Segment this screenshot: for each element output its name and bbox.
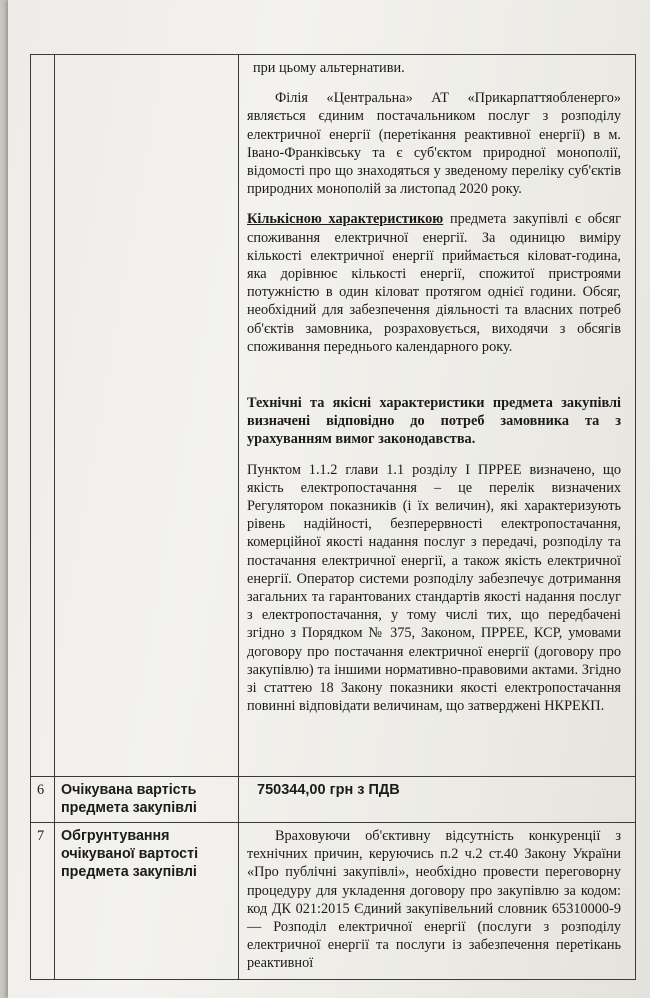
- row-number-cell: [31, 55, 55, 777]
- table-row: [31, 777, 636, 823]
- monopoly-paragraph: Філія «Центральна» АТ «Прикарпаттяобленерго» являється єдиним постачальником послуг з розподілу електричної енергії (перетікання реактивної енергії) в м. Івано-Франківську та є суб'єктом природної монополії, відомості про що знаходяться у зведеному переліку суб'єктів природних монополій за листопад 2020 року.: [247, 90, 621, 198]
- row-content-cell: [239, 823, 636, 980]
- justification-paragraph: Враховуючи об'єктивну відсутність конкуренції з технічних причин, керуючись п.2 ч.2 ст.40 Закону України «Про публічні закупівлі», необхідно провести переговорну процедуру для укладення договору про закупівлю за кодом: код ДК 021:2015 Єдиний закупівельний словник 65310000-9 — Розподіл електричної енергії (послуги з розподілу електричної енергії та послуги із забезпечення перетікань реактивної: [247, 828, 621, 972]
- quantity-lead: Кількісною характеристикою: [247, 211, 444, 228]
- quantity-text: предмета закупівлі є обсяг споживання електричної енергії. За одиницю виміру кількості електричної енергії приймається кіловат-година, яка дорівнює кількості енергії, спожитої пристроями потужністю в один кіловат протягом однієї години. Обсяг, необхідний для забезпечення діяльності та власних потреб об'єктів замовника, розраховується, виходячи з обсягів споживання переднього календарного року.: [247, 211, 621, 355]
- row-label-cell: Очікувана вартість предмета закупівлі: [55, 777, 239, 823]
- quantity-paragraph: [247, 210, 621, 356]
- procurement-table: [30, 54, 636, 980]
- row-content-cell: [239, 55, 636, 777]
- expected-price: 750344,00 грн з ПДВ: [257, 782, 400, 798]
- row-label-cell: Обгрунтування очікуваної вартості предмета закупівлі: [55, 823, 239, 980]
- table-row: [31, 823, 636, 980]
- technical-heading: Технічні та якісні характеристики предмета закупівлі визначені відповідно до потреб замовника та з урахуванням вимог законодавства.: [247, 395, 621, 448]
- quality-paragraph: Пунктом 1.1.2 глави 1.1 розділу I ПРРЕЕ визначено, що якість електропостачання – це перелік визначених Регулятором показників (і їх величин), які характеризують рівень надійності, безперервності електропостачання, комерційної якості надання послуг з передачі, розподілу та постачання електричної енергії, а також якість електричної енергії. Оператор системи розподілу забезпечує дотримання загальних та гарантованих стандартів якості надання послуг з електропостачання, у тому числі тих, що передбачені згідно з Порядком № 375, Законом, ПРРЕЕ, КСР, умовами договору про постачання електричної енергії (договору про закупівлю) та іншими нормативно-правовими актами. Згідно зі статтею 18 Закону показники якості електропостачання повинні відповідати величинам, що затверджені НКРЕКП.: [247, 461, 621, 715]
- row-number-cell: 7: [31, 823, 55, 980]
- row-content-cell: [239, 777, 636, 823]
- continuation-line: при цьому альтернативи.: [253, 60, 405, 76]
- document-page: [8, 0, 650, 998]
- row-number-cell: 6: [31, 777, 55, 823]
- table-row: [31, 55, 636, 777]
- row-label-cell: [55, 55, 239, 777]
